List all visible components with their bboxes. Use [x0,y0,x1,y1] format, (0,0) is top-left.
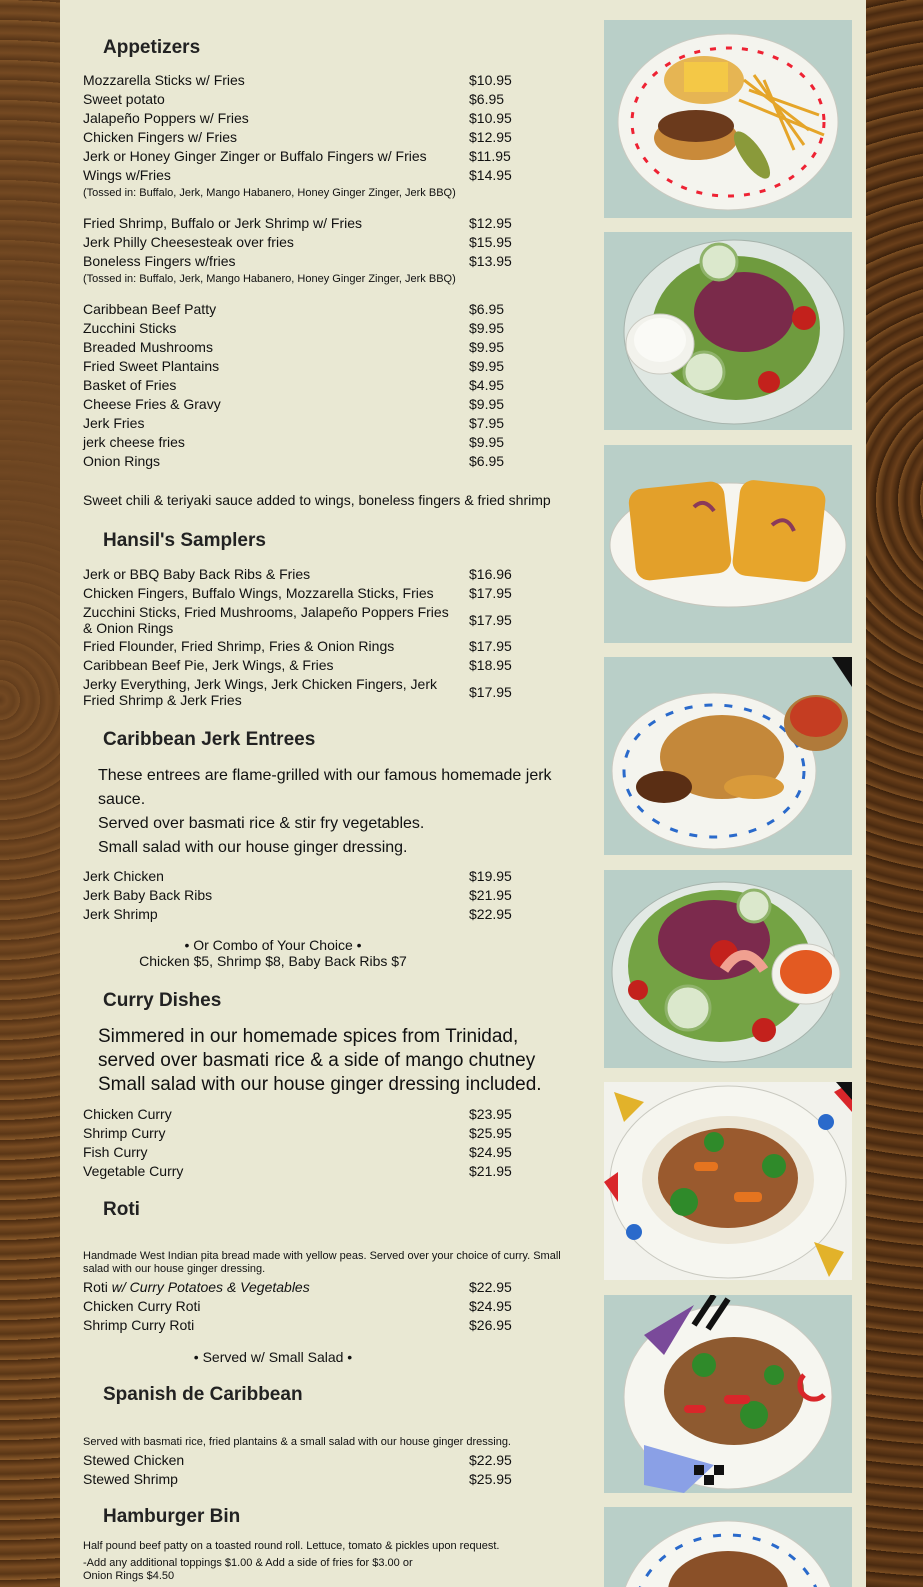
menu-panel: Appetizers Mozzarella Sticks w/ Fries $10.95 Sweet potato $6.95 Jalapeño Poppers w/ Fries $10.95 Chicken Fingers w/ Fries $12.95 Jerk or Honey Ginger Zinger or Buffalo Fingers w/ Fries $11.95 Wings w/Fries $14.95 (Tossed in: Buffalo, Jerk, Mango Habanero, Honey Ginger Zinger, Jerk BBQ) Fried Shrimp, Buffalo or Jerk Shrimp w/ Fries $12.95 Jerk Philly Cheesesteak over fries $15.95 Boneless Fingers w/fries $13.95 (Tossed in: Buffalo, Jerk, Mango Habanero, Honey Ginger Zinger, Jerk BBQ) Caribbean Beef Patty $6.95 Zucchini Sticks $9.95 Breaded Mushrooms $9.95 Fried Sweet Plantains $9.95 Basket of Fries $4.95 Cheese Fries & Gravy $9.95 Jerk Fries $7.95 jerk cheese fries $9.95 Onion Rings $6.95 Sweet chili & teriyaki sauce added to wings, boneless fingers & fried shrimp Hansil's Samplers Jerk or BBQ Baby Back Ribs & Fries $16.96 Chicken Fingers, Buffalo Wings, Mozzarella Sticks, Fries $17.95 Zucchini Sticks, Fried Mushrooms, Jalapeño Poppers Fries & Onion Rings $17.95 Fried Flounder, Fried Shrimp, Fries & Onion Rings $17.95 Caribbean Beef Pie, Jerk Wings, & Fries $18.95 Jerky Everything, Jerk Wings, Jerk Chicken Fingers, Jerk Fried Shrimp & Jerk Fries $17.95 Caribbean Jerk Entrees These entrees are flame-grilled with our famous homemade jerk sauce. Served over basmati rice & stir fry vegetables. Small salad with our house ginger dressing. Jerk Chicken $19.95 Jerk Baby Back Ribs $21.95 Jerk Shrimp $22.95 • Or Combo of Your Choice • Chicken $5, Shrimp $8, Baby Back Ribs $7 Curry Dishes Simmered in our homemade spices from Trinidad, served over basmati rice & a side of mango chutney Small salad with our house ginger dressing included. Chicken Curry $23.95 Shrimp Curry $25.95 Fish Curry $24.95 Vegetable Curry $21.95 Roti Handmade West Indian pita bread made with yellow peas. Served over your choice of curry. Small salad with our house ginger dressing. Roti w/ Curry Potatoes & Vegetables $22.95 Chicken Curry Roti $24.95 Shrimp Curry Roti $26.95 • Served w/ Small Salad • Spanish de Caribbean Served with basmati rice, fried plantains & a small salad with our house ginger dressing. Stewed Chicken $22.95 Stewed Shrimp $25.95 Hamburger Bin Half pound beef patty on a toasted round roll. Lettuce, tomato & pickles upon request. -Add any additional toppings $1.00 & Add a side of fries for $3.00 or Onion Rings $4.50 [60,0,866,1587]
fried-rice-plate-photo [604,657,852,855]
jerk-description [98,764,578,860]
appetizers-footer-note: Sweet chili & teriyaki sauce added to wings, boneless fingers & fried shrimp [83,492,551,508]
roti-subtitle: w/ Curry Potatoes & Vegetables [111,1279,310,1295]
hamburger-description-2: -Add any additional toppings $1.00 & Add a side of fries for $3.00 or Onion Rings $4.50 [83,1557,413,1582]
shrimp-vegetables-photo [604,1082,852,1280]
combo-prices: Chicken $5, Shrimp $8, Baby Back Ribs $7 [139,953,407,969]
section-title-appetizers: Appetizers [103,37,201,58]
chicken-stirfry-photo [604,1295,852,1493]
sauce-note: (Tossed in: Buffalo, Jerk, Mango Habanero, Honey Ginger Zinger, Jerk BBQ) [83,273,456,285]
curry-desc-line: Small salad with our house ginger dressing included. [98,1074,542,1095]
spanish-description: Served with basmati rice, fried plantains & a small salad with our house ginger dressing. [83,1436,511,1448]
wood-background-right [866,0,923,1587]
curry-plate-photo [604,1507,852,1587]
burger-fries-photo [604,20,852,218]
section-title-curry: Curry Dishes [103,990,222,1011]
section-title-spanish: Spanish de Caribbean [103,1384,303,1405]
curry-desc-line: served over basmati rice & a side of mango chutney [98,1050,536,1071]
section-title-roti: Roti [103,1199,140,1220]
curry-desc-line: Simmered in our homemade spices from Trinidad, [98,1026,519,1047]
section-title-jerk-entrees: Caribbean Jerk Entrees [103,729,316,750]
roti-name: Roti [83,1279,108,1295]
salad-dressing-photo [604,232,852,430]
hamburger-description-1: Half pound beef patty on a toasted round roll. Lettuce, tomato & pickles upon request. [83,1540,500,1552]
salad-shrimp-photo [604,870,852,1068]
jerk-desc-line: Small salad with our house ginger dressing. [98,839,408,856]
section-title-samplers: Hansil's Samplers [103,530,266,551]
sauce-note: (Tossed in: Buffalo, Jerk, Mango Habanero, Honey Ginger Zinger, Jerk BBQ) [83,187,456,199]
section-title-hamburger: Hamburger Bin [103,1506,241,1527]
combo-title: • Or Combo of Your Choice • [184,937,362,953]
roti-description: Handmade West Indian pita bread made with yellow peas. Served over your choice of curry. Small salad with our house ginger dressing. [83,1250,561,1275]
jerk-desc-line: Served over basmati rice & stir fry vegetables. [98,815,425,832]
jerk-desc-line: These entrees are flame-grilled with our famous homemade jerk sauce. [98,767,552,808]
curry-description [98,1025,578,1097]
beef-patties-photo [604,445,852,643]
served-note: • Served w/ Small Salad • [193,1349,353,1365]
